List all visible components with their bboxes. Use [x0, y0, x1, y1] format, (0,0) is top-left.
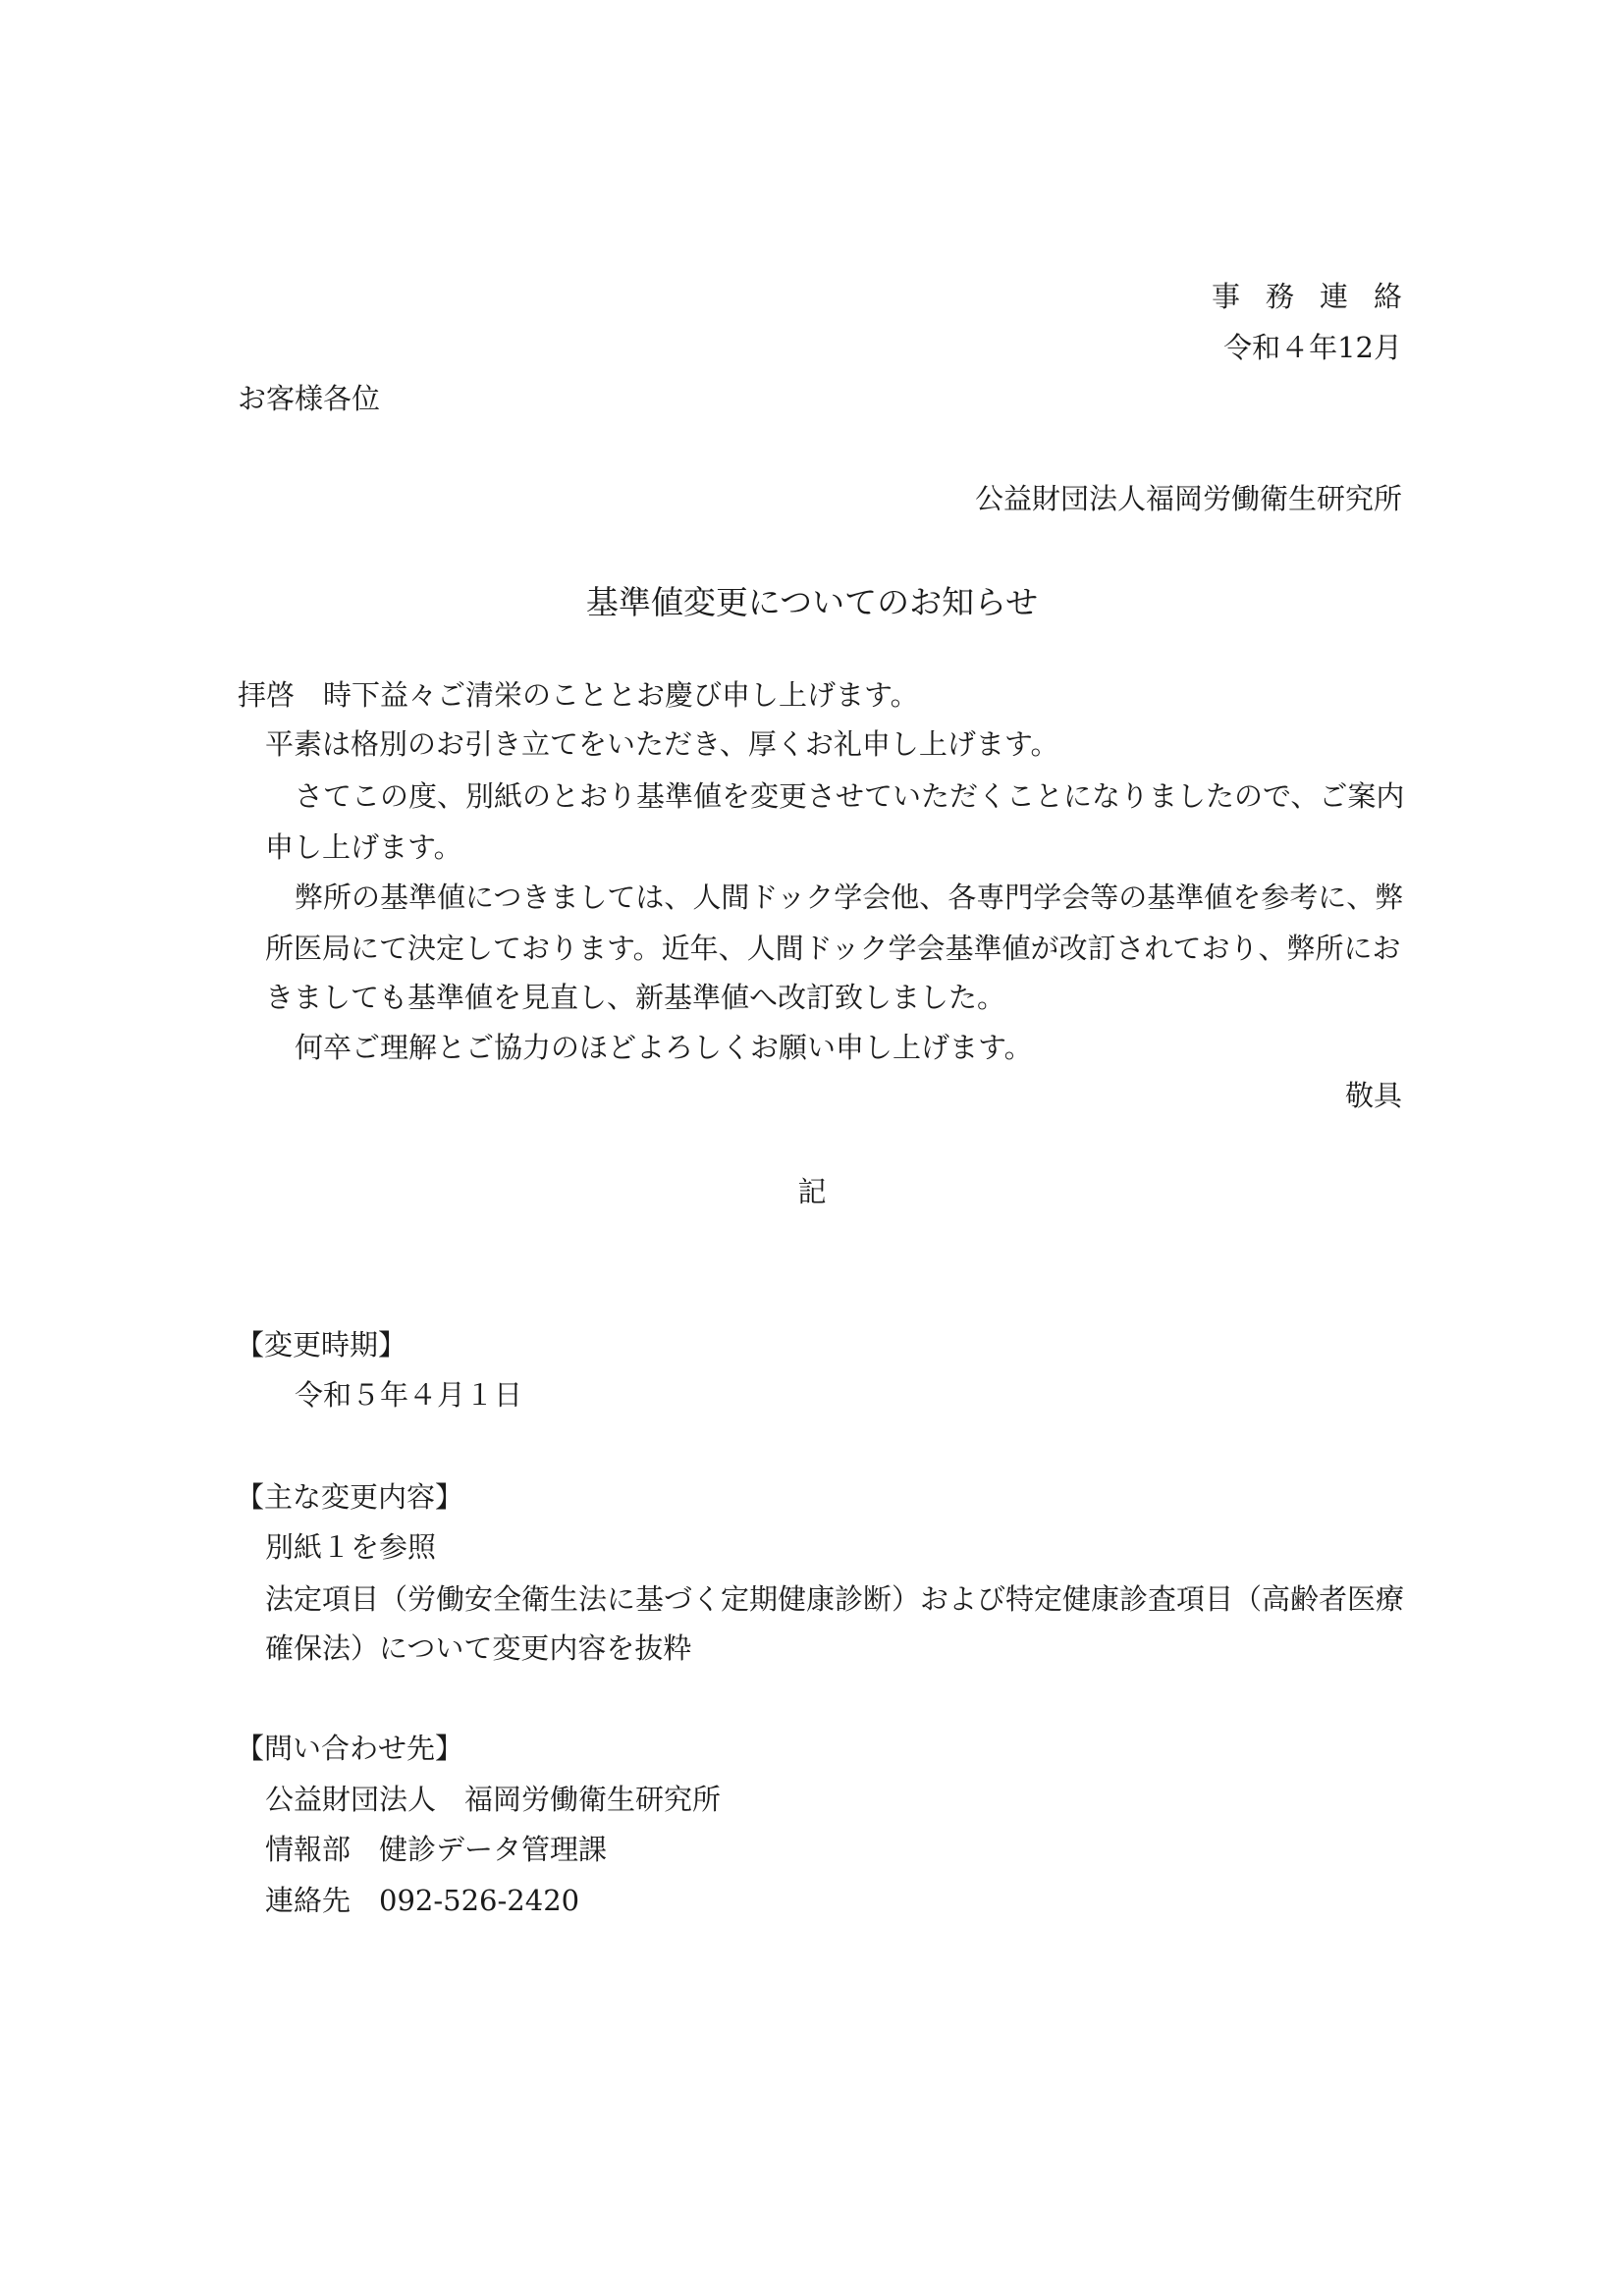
ki-marker: 記	[797, 1175, 827, 1208]
greeting: 拝啓 時下益々ご清栄のこととお慶び申し上げます。	[238, 678, 919, 712]
body-paragraph-1: 平素は格別のお引き立てをいただき、厚くお礼申し上げます。	[265, 727, 1059, 761]
body-paragraph-2-line-2: 申し上げます。	[265, 830, 462, 864]
document-type	[1211, 277, 1428, 316]
contact-organization: 公益財団法人 福岡労働衛生研究所	[265, 1783, 722, 1816]
section-heading-timing: 【変更時期】	[236, 1328, 407, 1362]
body-paragraph-2-line-1: さてこの度、別紙のとおり基準値を変更させていただくことになりましたので、ご案内	[295, 779, 1405, 813]
issue-date: 令和４年12月	[1223, 331, 1402, 364]
section-heading-changes: 【主な変更内容】	[236, 1480, 464, 1514]
body-paragraph-4: 何卒ご理解とご協力のほどよろしくお願い申し上げます。	[295, 1031, 1033, 1064]
body-paragraph-3-line-1: 弊所の基準値につきましては、人間ドック学会他、各専門学会等の基準値を参考に、弊	[295, 881, 1404, 914]
addressee: お客様各位	[238, 382, 381, 415]
changes-line-1: 別紙１を参照	[265, 1530, 437, 1564]
changes-line-2: 法定項目（労働安全衛生法に基づく定期健康診断）および特定健康診査項目（高齢者医療	[265, 1582, 1405, 1616]
changes-line-3: 確保法）について変更内容を抜粋	[265, 1631, 692, 1665]
change-date: 令和５年４月１日	[295, 1378, 523, 1412]
document-title: 基準値変更についてのお知らせ	[585, 583, 1039, 621]
sender-organization: 公益財団法人福岡労働衛生研究所	[974, 482, 1402, 515]
body-paragraph-3-line-2: 所医局にて決定しております。近年、人間ドック学会基準値が改訂されており、弊所にお	[265, 932, 1401, 965]
body-paragraph-3-line-3: きましても基準値を見直し、新基準値へ改訂致しました。	[265, 981, 1006, 1014]
closing-keigu: 敬具	[1344, 1079, 1402, 1112]
document-type-text: 事務連絡	[1211, 280, 1428, 313]
section-heading-contact: 【問い合わせ先】	[236, 1732, 464, 1765]
contact-phone: 連絡先 092-526-2420	[265, 1884, 580, 1917]
contact-department: 情報部 健診データ管理課	[265, 1833, 608, 1866]
